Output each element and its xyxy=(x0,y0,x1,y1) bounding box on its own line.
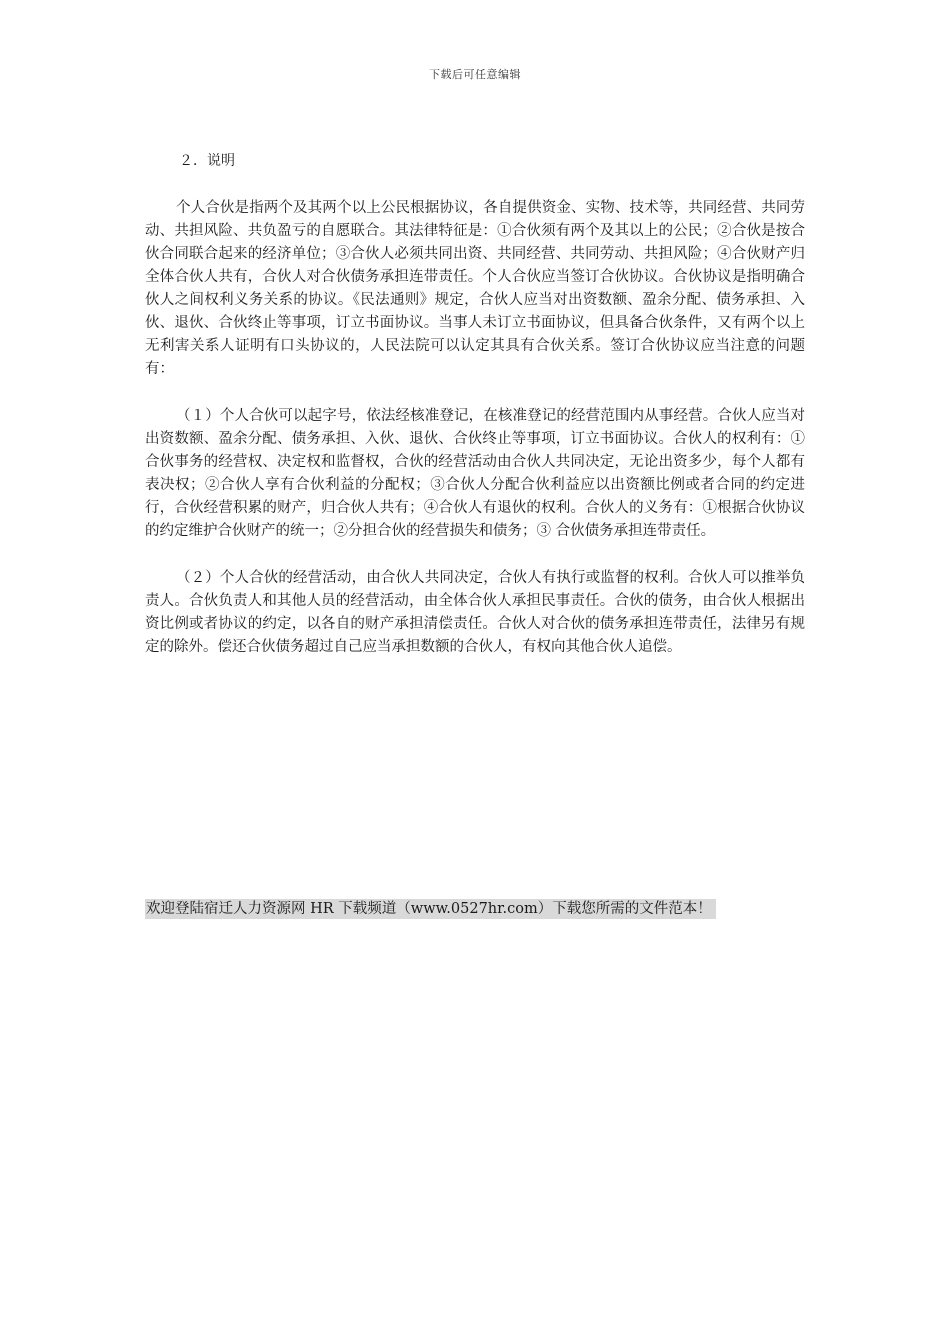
paragraph-item-2: （２）个人合伙的经营活动，由合伙人共同决定，合伙人有执行或监督的权利。合伙人可以推举负责人。合伙负责人和其他人员的经营活动，由全体合伙人承担民事责任。合伙的债务，由合伙人根据出资比例或者协议的约定，以各自的财产承担清偿责任。合伙人对合伙的债务承担连带责任，法律另有规定的除外。偿还合伙债务超过自己应当承担数额的合伙人，有权向其他合伙人追偿。 xyxy=(145,570,805,655)
paragraph-intro: 个人合伙是指两个及其两个以上公民根据协议，各自提供资金、实物、技术等，共同经营、共同劳动、共担风险、共负盈亏的自愿联合。其法律特征是：①合伙须有两个及其以上的公民；②合伙是按合伙合同联合起来的经济单位；③合伙人必须共同出资、共同经营、共同劳动、共担风险；④合伙财产归全体合伙人共有，合伙人对合伙债务承担连带责任。个人合伙应当签订合伙协议。合伙协议是指明确合伙人之间权利义务关系的协议。《民法通则》规定，合伙人应当对出资数额、盈余分配、债务承担、入伙、退伙、合伙终止等事项，订立书面协议。当事人未订立书面协议，但具备合伙条件，又有两个以上无利害关系人证明有口头协议的，人民法院可以认定其具有合伙关系。签订合伙协议应当注意的问题有： xyxy=(145,200,805,377)
footer-promo-text: 欢迎登陆宿迁人力资源网 HR 下载频道（www.0527hr.com）下载您所需的文件范本！ xyxy=(145,899,716,919)
section-title: ２．说明 xyxy=(179,153,235,169)
paragraph-item-1: （１）个人合伙可以起字号，依法经核准登记，在核准登记的经营范围内从事经营。合伙人应当对出资数额、盈余分配、债务承担、入伙、退伙、合伙终止等事项，订立书面协议。合伙人的权利有：①合伙事务的经营权、决定权和监督权，合伙的经营活动由合伙人共同决定，无论出资多少，每个人都有表决权；②合伙人享有合伙利益的分配权；③合伙人分配合伙利益应以出资额比例或者合同的约定进行，合伙经营积累的财产，归合伙人共有；④合伙人有退伙的权利。合伙人的义务有：①根据合伙协议的约定维护合伙财产的统一；②分担合伙的经营损失和债务；③ 合伙债务承担连带责任。 xyxy=(145,408,805,539)
page-header-note: 下载后可任意编辑 xyxy=(429,68,521,81)
document-body xyxy=(145,150,805,683)
